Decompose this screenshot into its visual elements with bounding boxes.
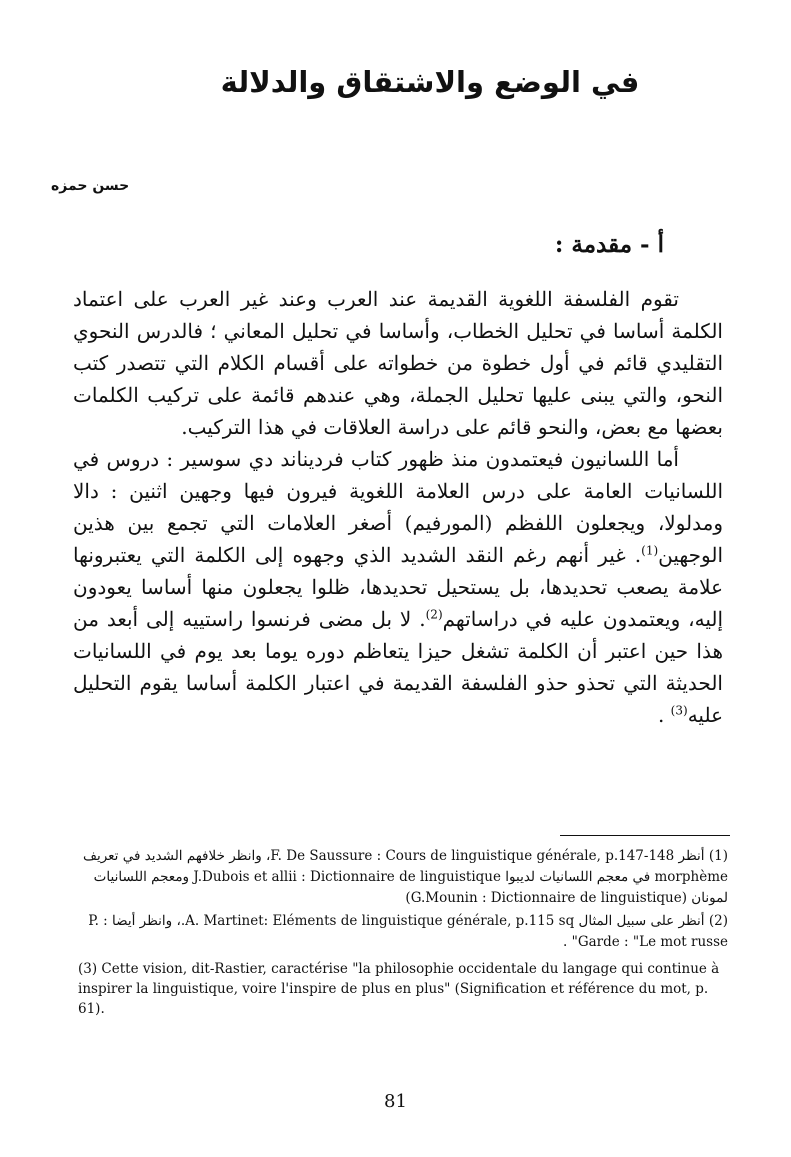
paragraph-text: . لا بل مضى فرنسوا راستييه إلى أبعد من هذا حين اعتبر أن الكلمة تشغل حيزا يتعاظم دوره يوما بعد يوم في اللسانيات الحديثة التي تحذو حذو الفلسفة القديمة في اعتبار الكلمة أساسا يقوم التحليل عليه	[73, 607, 723, 727]
footnote-ref-2: (2)	[425, 607, 443, 622]
article-title: في الوضع والاشتقاق والدلالة	[220, 65, 640, 99]
paragraph-text: .	[657, 703, 671, 727]
paragraph-text: . غير أنهم رغم النقد الشديد الذي وجهوه إلى الكلمة التي يعتبرونها علامة يصعب تحديدها، بل يستحيل تحديدها، ظلوا يجعلون منها أساسا يعودون إليه، ويعتمدون عليه في دراساتهم	[73, 543, 723, 631]
footnotes	[78, 846, 728, 1021]
footnote-1: (1) أنظر F. De Saussure : Cours de linguistique générale, p.147-148، وانظر خلافهم الشديد في تعريف morphème في معجم اللسانيات لديبوا J.Dubois et allii : Dictionnaire de linguistique ومعجم اللسانيات لمونان (G.Mounin : Dictionnaire de linguistique)	[82, 848, 728, 906]
paragraph-linguists	[73, 443, 723, 731]
footnote-ref-3: (3)	[670, 703, 688, 718]
paragraph-intro: تقوم الفلسفة اللغوية القديمة عند العرب وعند غير العرب على اعتماد الكلمة أساسا في تحليل الخطاب، وأساسا في تحليل المعاني ؛ فالدرس النحوي التقليدي قائم في أول خطوة من خطواته على أقسام الكلام التي تتصدر كتب النحو، والتي يبنى عليها تحليل الجملة، وهي عندهم قائمة على تركيب الكلمات بعضها مع بعض، والنحو قائم على دراسة العلاقات في هذا التركيب.	[73, 287, 724, 439]
footnote-2: (2) أنظر على سبيل المثال A. Martinet: Eléments de linguistique générale, p.115 sq.، وانظر أيضا : P. Garde : "Le mot russe" .	[88, 913, 728, 950]
paragraph-text: أما اللسانيون فيعتمدون منذ ظهور كتاب فرديناند دي سوسير : دروس في اللسانيات العامة على درس العلامة اللغوية فيرون فيها وجهين اثنين : دالا ومدلولا، ويجعلون اللفظم (المورفيم) أصغر العلامات التي تجمع بين هذين الوجهين	[73, 447, 724, 567]
article-body	[73, 283, 723, 731]
footnote-ref-1: (1)	[641, 543, 659, 558]
footnote-3: (3) Cette vision, dit-Rastier, caractérise "la philosophie occidentale du langage qui continue à inspirer la linguistique, voire l'inspire de plus en plus" (Signification et référence du mot, p. 61).	[78, 961, 720, 1017]
footnote-divider	[560, 835, 730, 836]
page-number: 81	[384, 1091, 407, 1112]
section-heading: أ - مقدمة :	[554, 231, 664, 258]
author-name: حسن حمزه	[51, 178, 130, 194]
